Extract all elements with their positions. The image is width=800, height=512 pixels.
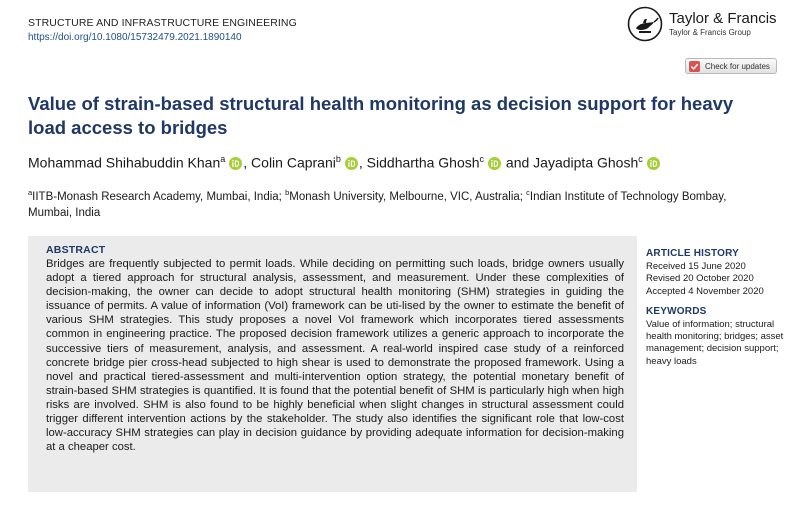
affiliation-key: a [28,188,33,197]
check-for-updates-button[interactable] [685,58,777,74]
orcid-icon[interactable] [647,157,660,170]
affiliation-marker: c [479,154,485,164]
received-date: Received 15 June 2020 [646,261,746,273]
author-separator: and [502,154,534,171]
publisher-group: Taylor & Francis Group [669,28,751,37]
abstract-heading: ABSTRACT [46,244,106,256]
affiliation-marker: c [638,154,643,164]
doi-link[interactable]: https://doi.org/10.1080/15732479.2021.1890140 [28,32,242,43]
accepted-date: Accepted 4 November 2020 [646,285,764,297]
affiliation-text: Monash University, Melbourne, VIC, Australia; [289,190,527,203]
affiliations [28,185,773,221]
author-separator: , [358,154,367,171]
author-list [28,154,661,171]
affiliation-key: b [285,188,290,197]
abstract-box [28,236,637,492]
oil-lamp-icon [627,6,663,42]
crossmark-icon [689,61,700,72]
abstract-text: Bridges are frequently subjected to permit loads. While deciding on permitting such loads, bridge owners usually adopt a tiered approach for structural analysis, assessment, and measurement. Under these complexities of decision-making, the owner can decide to adopt structural health monitoring (SHM) strategies in guiding the issuance of permits. A value of information (VoI) framework can be uti-lised by the owner to estimate the benefit of various SHM strategies. This study proposes a novel VoI framework which incorporates tiered assessments common in engineering practice. The proposed decision framework utilizes a generic approach to incorporate the successive tiers of measurement, analysis, and assessment. A real-world inspired case study of a reinforced concrete bridge pier cross-head subjected to high shear is used to demonstrate the proposed framework. Using a novel and practical tiered-assessment and multi-intervention option strategy, the potential monetary benefit of strain-based SHM strategies is quantified. It is found that the potential benefit of SHM is particularly high when high risks are involved. SHM is also found to be highly beneficial when slight changes in structural assessment could trigger different intervention actions by the stakeholder. The study also identifies the significant role that low-cost low-accuracy SHM strategies can play in decision guidance by providing adequate information for decision-making at a cheaper cost. [46,258,624,454]
affiliation-key: c [526,188,530,197]
affiliation-marker: a [220,154,226,164]
check-for-updates-label: Check for updates [705,61,770,71]
keywords-block [646,306,786,368]
author-separator: , [243,154,252,171]
author-name[interactable]: Colin Caprani [251,154,336,171]
orcid-icon[interactable] [488,157,501,170]
author-name[interactable]: Jayadipta Ghosh [533,154,639,171]
affiliation-text: Indian Institute of Technology Bombay, Mumbai, India [28,190,727,219]
article-history-heading: ARTICLE HISTORY [646,248,740,259]
keywords-heading: KEYWORDS [646,305,707,317]
publisher-brand [627,6,777,42]
article-sidebar [646,248,786,368]
affiliation-marker: b [335,154,341,164]
affiliation-text: IITB-Monash Research Academy, Mumbai, India; [32,190,286,203]
author-name[interactable]: Mohammad Shihabuddin Khan [28,154,221,171]
keywords-text: Value of information; structural health monitoring; bridges; asset management; decision support; heavy loads [646,319,784,367]
revised-date: Revised 20 October 2020 [646,273,754,285]
article-title: Value of strain-based structural health monitoring as decision support for heavy load access to bridges [28,93,734,138]
author-name[interactable]: Siddhartha Ghosh [366,154,480,171]
orcid-icon[interactable] [345,157,358,170]
journal-name: STRUCTURE AND INFRASTRUCTURE ENGINEERING [28,17,297,29]
publisher-name: Taylor & Francis [669,10,777,27]
orcid-icon[interactable] [229,157,242,170]
